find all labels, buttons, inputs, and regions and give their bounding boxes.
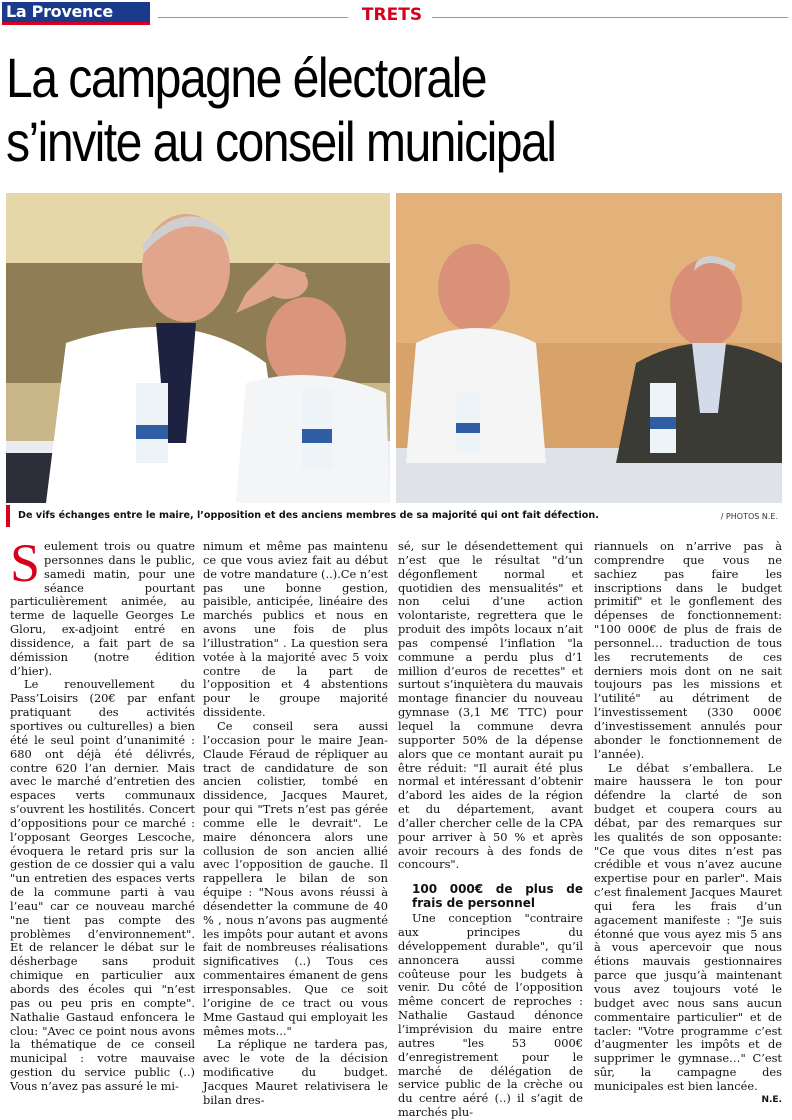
photo-left xyxy=(6,193,390,503)
col2-paragraph-3: La réplique ne tardera pas, avec le vote de la décision modificative du budget. Jacques Mauret relativisera le bilan dres- xyxy=(203,1037,388,1107)
article-column-3 xyxy=(398,540,583,1120)
masthead-rule-left xyxy=(158,17,348,18)
section-label: TRETS xyxy=(361,5,423,25)
photo-caption: De vifs échanges entre le maire, l’opposition et des anciens membres de sa majorité qui ont fait défection. xyxy=(18,510,599,521)
col1-paragraph-1: eulement trois ou quatre personnes dans le public, samedi matin, pour une séance pourtant particulièrement animée, au terme de laquelle Georges Le Gloru, ex-adjoint entré en dissidence, a fait part de sa démission (notre édition d’hier). xyxy=(10,539,195,678)
headline xyxy=(6,46,679,174)
photo-credit: / PHOTOS N.E. xyxy=(720,512,778,521)
article-column-4 xyxy=(594,540,782,1108)
col3-paragraph-2: Une conception "contraire aux principes du développement durable", qu’il annoncera aussi comme coûteuse pour les budgets à venir. Du côté de l’opposition même concert de reproches : Nathalie Gastaud dénonce l’imprévision du maire entre autres "les 53 000€ d’enregistrement pour le marché de délégation de service public de la crèche ou du centre aéré (..) il s’agit de marchés plu- xyxy=(398,911,583,1120)
caption-marker xyxy=(6,505,10,527)
col2-paragraph-1: nimum et même pas maintenu ce que vous aviez fait au début de votre mandature (..).Ce n’est pas une bonne gestion, paisible, anticipée, linéaire des marchés publics et nous en avons une fois de plus l’illustration" . La question sera votée à la majorité avec 5 voix contre de la part de l’opposition et 4 abstentions pour le groupe majorité dissidente. xyxy=(203,539,389,720)
col2-paragraph-2: Ce conseil sera aussi l’occasion pour le maire Jean-Claude Féraud de répliquer au tract de candidature de son ancien colistier, tombé en dissidence, Jacques Mauret, pour qui "Trets n’est pas gérée comme elle le devrait". Le maire dénoncera alors une collusion de son ancien allié avec l’opposition de gauche. Il rappellera le bilan de son équipe : "Nous avons réussi à désendetter la commune de 40 % , nous n’avons pas augmenté les impôts pour autant et avons fait de nombreuses réalisations significatives (..) Tous ces commentaires émanent de gens irresponsables. Que ce soit l’origine de ce tract ou vous Mme Gastaud qui employait les mêmes mots..." xyxy=(203,718,388,1038)
dropcap: S xyxy=(10,533,41,593)
masthead xyxy=(0,0,792,34)
subhead: 100 000€ de plus de frais de personnel xyxy=(412,882,583,911)
article-column-1 xyxy=(10,533,195,1094)
article-column-2 xyxy=(203,540,388,1108)
col3-paragraph-1: sé, sur le désendettement qui n’est que le résultat "d’un dégonflement normal et quotidien des mensualités" et non celui d’une action volontariste, regrettera que le produit des impôts locaux n’ait pas compensé l’inflation "la commune a perdu plus d’1 million d’euros de recettes" et surtout s’inquiètera du mauvais montage financier du nouveau gymnase (3,1 M€ TTC) pour lequel la commune devra supporter 50% de la dépense alors que ce montant aurait pu être réduit: "Il aurait été plus normal et intéressant d’obtenir d’abord les aides de la région et du département, avant d’aller chercher celle de la CPA pour arriver à 50 % et après avoir recours à des fonds de concours". xyxy=(398,539,583,872)
col4-paragraph-1: riannuels on n’arrive pas à comprendre que vous ne sachiez pas faire les inscriptions dans le budget primitif" et le gonflement des dépenses de fonctionnement: "100 000€ de plus de frais de personnel… traduction de tous les recrutements de ces derniers mois dont on ne sait toujours pas les missions et l’utilité" au détriment de l’investissement (330 000€ d’investissement annulés pour abonder le fonctionnement de l’année). xyxy=(594,539,782,761)
photo-right xyxy=(396,193,782,503)
headline-line-2: s’invite au conseil municipal xyxy=(6,110,556,173)
masthead-rule-right xyxy=(432,17,788,18)
col4-paragraph-2: Le débat s’emballera. Le maire haussera le ton pour défendre la clarté de son budget et coupera cours au débat, par des remarques sur les qualités de son opposante: "Ce que vous dites n’est pas crédible et vous n’avez aucune expertise pour en parler". Mais c’est finalement Jacques Mauret qui fera les frais d’un agacement manifeste : "Je suis étonné que vous ayez mis 5 ans à vous apercevoir que nous étions mauvais gestionnaires parce que jusqu’à maintenant vous avez toujours voté le budget avec nous sans aucun commentaire particulier" et de tacler: "Votre programme c’est d’augmenter les impôts et de supprimer le gymnase…" C’est sûr, la campagne des municipales est bien lancée. xyxy=(594,760,782,1093)
brand-logo[interactable]: La Provence xyxy=(2,2,150,22)
col1-paragraph-2: Le renouvellement du Pass’Loisirs (20€ par enfant pratiquant des activités sportives ou culturelles) a bien été le seul point d’unanimité : 680 ont déjà été délivrés, contre 620 l’an dernier. Mais avec le marché d’entretien des espaces verts communaux s’ouvrent les hostilités. Concert d’oppositions pour ce marché : l’opposant Georges Lescoche, évoquera le retard pris sur la gestion de ce dossier qui a valu "un entretien des espaces verts de la commune parti à vau l’eau" car ce nouveau marché "ne tient pas compte des problèmes d’environnement". Et de relancer le débat sur le désherbage sans produit chimique en particulier aux abords des écoles qui "n’est pas ou peu pris en compte". Nathalie Gastaud enfoncera le clou: "Avec ce point nous avons la thématique de ce conseil municipal : votre mauvaise gestion du service public (..) Vous n’avez pas assuré le mi- xyxy=(10,677,195,1093)
headline-line-1: La campagne électorale xyxy=(6,46,487,109)
author-signature: N.E. xyxy=(761,1094,782,1105)
